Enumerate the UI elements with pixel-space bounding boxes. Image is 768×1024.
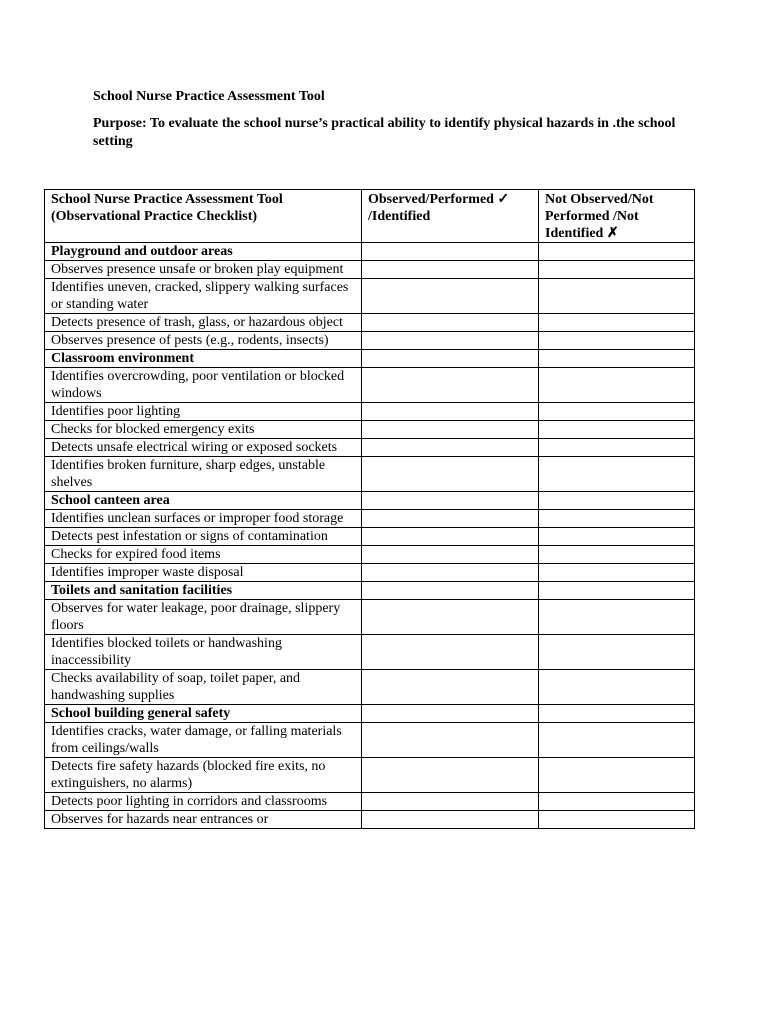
header-checklist-item: School Nurse Practice Assessment Tool (Observational Practice Checklist) [45, 190, 362, 243]
observed-cell[interactable] [362, 758, 539, 793]
not-observed-cell[interactable] [539, 510, 695, 528]
checklist-item-label: Observes for water leakage, poor drainage, slippery floors [45, 600, 362, 635]
observed-cell[interactable] [362, 332, 539, 350]
section-header-row [45, 350, 695, 368]
checklist-item-label: Detects pest infestation or signs of contamination [45, 528, 362, 546]
checklist-item-label: Checks availability of soap, toilet paper, and handwashing supplies [45, 670, 362, 705]
not-observed-cell[interactable] [539, 564, 695, 582]
not-observed-cell[interactable] [539, 600, 695, 635]
not-observed-cell[interactable] [539, 635, 695, 670]
table-row [45, 793, 695, 811]
table-row [45, 332, 695, 350]
checklist-item-label: Observes presence unsafe or broken play equipment [45, 261, 362, 279]
table-row [45, 670, 695, 705]
checklist-item-label: Identifies unclean surfaces or improper food storage [45, 510, 362, 528]
section-header-row [45, 705, 695, 723]
table-row [45, 510, 695, 528]
checklist-item-label: Observes for hazards near entrances or [45, 811, 362, 829]
not-observed-cell[interactable] [539, 314, 695, 332]
not-observed-cell[interactable] [539, 723, 695, 758]
not-observed-cell[interactable] [539, 403, 695, 421]
table-row [45, 457, 695, 492]
document-title: School Nurse Practice Assessment Tool [93, 89, 325, 104]
observed-cell[interactable] [362, 528, 539, 546]
checklist-item-label: Checks for expired food items [45, 546, 362, 564]
observed-cell[interactable] [362, 492, 539, 510]
header-observed: Observed/Performed ✓ /Identified [362, 190, 539, 243]
observed-cell[interactable] [362, 510, 539, 528]
checklist-item-label: Detects presence of trash, glass, or hazardous object [45, 314, 362, 332]
table-row [45, 421, 695, 439]
header-not-observed: Not Observed/Not Performed /Not Identified ✗ [539, 190, 695, 243]
table-row [45, 811, 695, 829]
not-observed-cell[interactable] [539, 793, 695, 811]
checklist-item-label: Identifies improper waste disposal [45, 564, 362, 582]
checklist-item-label: Identifies overcrowding, poor ventilation or blocked windows [45, 368, 362, 403]
not-observed-cell[interactable] [539, 492, 695, 510]
observed-cell[interactable] [362, 279, 539, 314]
checklist-item-label: Identifies uneven, cracked, slippery walking surfaces or standing water [45, 279, 362, 314]
checklist-item-label: Detects poor lighting in corridors and classrooms [45, 793, 362, 811]
table-row [45, 261, 695, 279]
observed-cell[interactable] [362, 582, 539, 600]
section-label: Playground and outdoor areas [45, 243, 362, 261]
table-row [45, 314, 695, 332]
observed-cell[interactable] [362, 314, 539, 332]
table-header-row [45, 190, 695, 243]
checklist-item-label: Observes presence of pests (e.g., rodents, insects) [45, 332, 362, 350]
not-observed-cell[interactable] [539, 421, 695, 439]
checklist-item-label: Detects unsafe electrical wiring or exposed sockets [45, 439, 362, 457]
not-observed-cell[interactable] [539, 758, 695, 793]
assessment-checklist-table [44, 189, 695, 829]
observed-cell[interactable] [362, 421, 539, 439]
checklist-item-label: Checks for blocked emergency exits [45, 421, 362, 439]
section-header-row [45, 492, 695, 510]
observed-cell[interactable] [362, 705, 539, 723]
observed-cell[interactable] [362, 546, 539, 564]
not-observed-cell[interactable] [539, 368, 695, 403]
section-label: Classroom environment [45, 350, 362, 368]
not-observed-cell[interactable] [539, 582, 695, 600]
checklist-item-label: Identifies broken furniture, sharp edges, unstable shelves [45, 457, 362, 492]
observed-cell[interactable] [362, 403, 539, 421]
observed-cell[interactable] [362, 670, 539, 705]
table-row [45, 635, 695, 670]
table-row [45, 528, 695, 546]
not-observed-cell[interactable] [539, 811, 695, 829]
section-label: School building general safety [45, 705, 362, 723]
observed-cell[interactable] [362, 261, 539, 279]
observed-cell[interactable] [362, 793, 539, 811]
table-row [45, 439, 695, 457]
not-observed-cell[interactable] [539, 528, 695, 546]
observed-cell[interactable] [362, 457, 539, 492]
section-label: Toilets and sanitation facilities [45, 582, 362, 600]
not-observed-cell[interactable] [539, 670, 695, 705]
not-observed-cell[interactable] [539, 332, 695, 350]
table-row [45, 279, 695, 314]
table-row [45, 723, 695, 758]
not-observed-cell[interactable] [539, 350, 695, 368]
table-row [45, 758, 695, 793]
table-row [45, 564, 695, 582]
checklist-item-label: Identifies blocked toilets or handwashing inaccessibility [45, 635, 362, 670]
not-observed-cell[interactable] [539, 279, 695, 314]
not-observed-cell[interactable] [539, 439, 695, 457]
observed-cell[interactable] [362, 635, 539, 670]
checklist-item-label: Identifies poor lighting [45, 403, 362, 421]
observed-cell[interactable] [362, 439, 539, 457]
observed-cell[interactable] [362, 350, 539, 368]
not-observed-cell[interactable] [539, 546, 695, 564]
purpose-statement: Purpose: To evaluate the school nurse’s practical ability to identify physical hazards in .the school setting [93, 116, 676, 149]
not-observed-cell[interactable] [539, 261, 695, 279]
table-row [45, 600, 695, 635]
checklist-item-label: Detects fire safety hazards (blocked fire exits, no extinguishers, no alarms) [45, 758, 362, 793]
table-row [45, 403, 695, 421]
observed-cell[interactable] [362, 600, 539, 635]
observed-cell[interactable] [362, 811, 539, 829]
observed-cell[interactable] [362, 564, 539, 582]
not-observed-cell[interactable] [539, 243, 695, 261]
not-observed-cell[interactable] [539, 457, 695, 492]
table-row [45, 546, 695, 564]
not-observed-cell[interactable] [539, 705, 695, 723]
section-header-row [45, 582, 695, 600]
section-header-row [45, 243, 695, 261]
section-label: School canteen area [45, 492, 362, 510]
observed-cell[interactable] [362, 368, 539, 403]
checklist-item-label: Identifies cracks, water damage, or falling materials from ceilings/walls [45, 723, 362, 758]
observed-cell[interactable] [362, 723, 539, 758]
table-row [45, 368, 695, 403]
observed-cell[interactable] [362, 243, 539, 261]
